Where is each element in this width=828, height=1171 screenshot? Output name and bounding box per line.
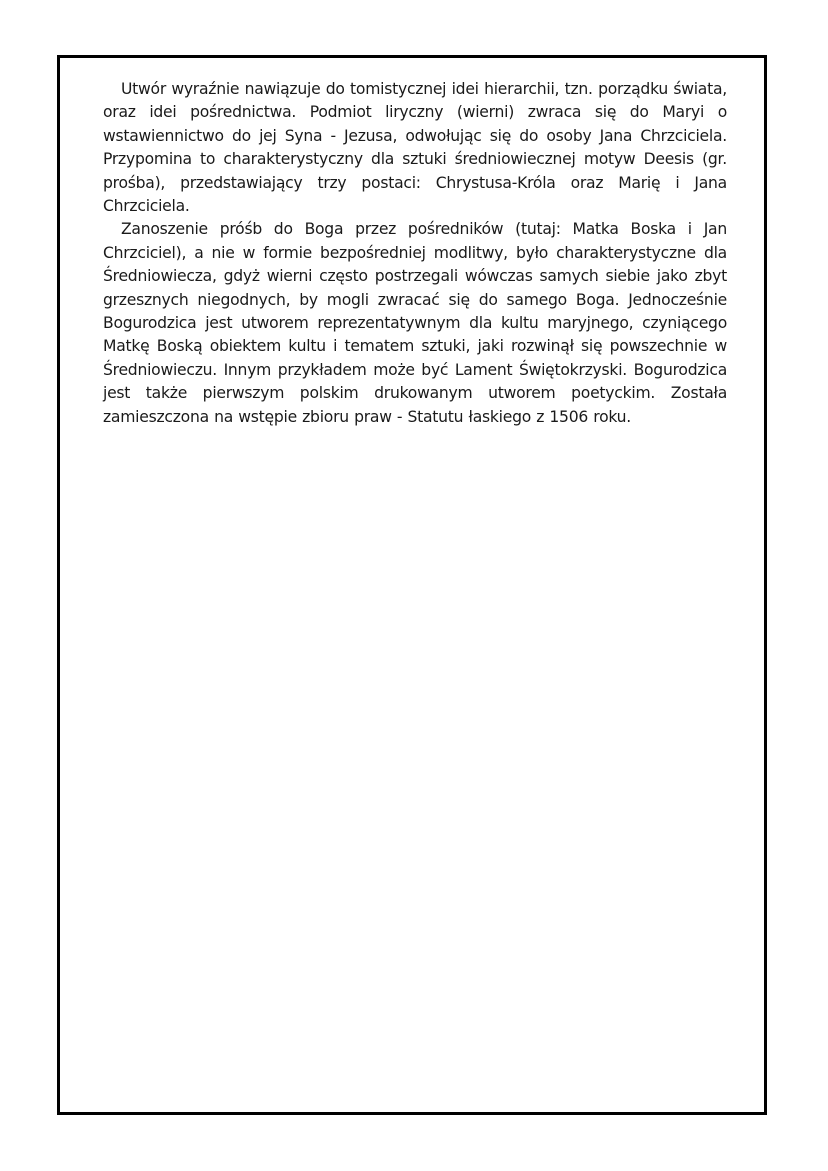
paragraph-2: Zanoszenie próśb do Boga przez pośredników (tutaj: Matka Boska i Jan Chrzciciel), a nie w formie bezpośredniej modlitwy, było charakterystyczne dla Średniowiecza, gdyż wierni często postrzegali wówczas samych siebie jako zbyt grzesznych niegodnych, by mogli zwracać się do samego Boga. Jednocześnie Bogurodzica jest utworem reprezentatywnym dla kultu maryjnego, czyniącego Matkę Boską obiektem kultu i tematem sztuki, jaki rozwinął się powszechnie w Średniowieczu. Innym przykładem może być Lament Świętokrzyski. Bogurodzica jest także pierwszym polskim drukowanym utworem poetyckim. Została zamieszczona na wstępie zbioru praw - Statutu łaskiego z 1506 roku.: [103, 220, 727, 426]
document-body: [103, 78, 727, 429]
paragraph-1: Utwór wyraźnie nawiązuje do tomistycznej idei hierarchii, tzn. porządku świata, oraz idei pośrednictwa. Podmiot liryczny (wierni) zwraca się do Maryi o wstawiennictwo do jej Syna - Jezusa, odwołując się do osoby Jana Chrzciciela. Przypomina to charakterystyczny dla sztuki średniowiecznej motyw Deesis (gr. prośba), przedstawiający trzy postaci: Chrystusa-Króla oraz Marię i Jana Chrzciciela.: [103, 80, 727, 216]
